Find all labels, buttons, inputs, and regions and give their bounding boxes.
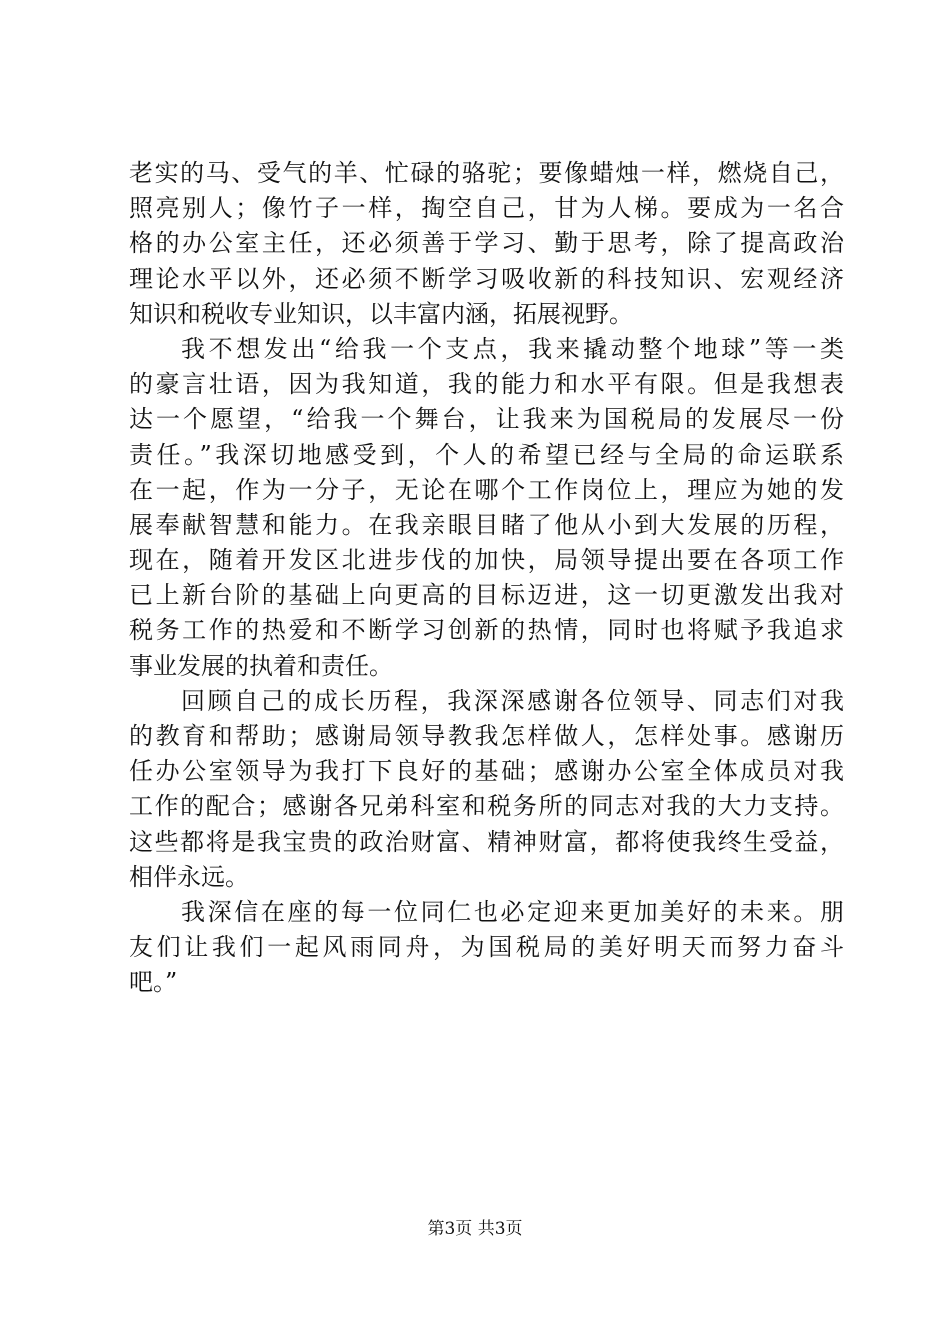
text-line: 展奉献智慧和能力。在我亲眼目睹了他从小到大发展的历程， (129, 510, 844, 539)
text-line: 吧。” (129, 968, 178, 997)
text-line: 的豪言壮语，因为我知道，我的能力和水平有限。但是我想表 (129, 370, 844, 399)
text-line: 任办公室领导为我打下良好的基础；感谢办公室全体成员对我 (129, 757, 844, 786)
text-line: 照亮别人；像竹子一样，掏空自己，甘为人梯。要成为一名合 (129, 194, 844, 223)
text-line: 税务工作的热爱和不断学习创新的热情，同时也将赋予我追求 (129, 616, 844, 645)
text-line: 相伴永远。 (129, 862, 249, 891)
page-footer: 第3页 共3页 (427, 1219, 523, 1239)
text-line: 老实的马、受气的羊、忙碌的骆驼；要像蜡烛一样，燃烧自己， (129, 159, 844, 187)
text-line: 我深信在座的每一位同仁也必定迎来更加美好的未来。朋 (181, 897, 844, 926)
text-line: 事业发展的执着和责任。 (129, 651, 393, 680)
text-line: 这些都将是我宝贵的政治财富、精神财富，都将使我终生受益， (129, 827, 844, 856)
text-line: 格的办公室主任，还必须善于学习、勤于思考，除了提高政治 (129, 229, 844, 258)
text-line: 的教育和帮助；感谢局领导教我怎样做人，怎样处事。感谢历 (129, 722, 844, 750)
text-line: 我不想发出“给我一个支点，我来撬动整个地球”等一类 (181, 334, 844, 363)
text-line: 在一起，作为一分子，无论在哪个工作岗位上，理应为她的发 (129, 475, 844, 504)
text-line: 已上新台阶的基础上向更高的目标迈进，这一切更激发出我对 (129, 581, 844, 610)
text-line: 回顾自己的成长历程，我深深感谢各位领导、同志们对我 (181, 686, 844, 715)
body-text (129, 156, 844, 1001)
text-line: 友们让我们一起风雨同舟，为国税局的美好明天而努力奋斗 (129, 933, 844, 962)
text-line: 理论水平以外，还必须不断学习吸收新的科技知识、宏观经济 (129, 264, 844, 293)
text-line: 工作的配合；感谢各兄弟科室和税务所的同志对我的大力支持。 (129, 792, 844, 821)
text-line: 现在，随着开发区北进步伐的加快，局领导提出要在各项工作 (129, 546, 844, 575)
text-line: 达一个愿望，“给我一个舞台，让我来为国税局的发展尽一份 (129, 405, 844, 434)
text-line: 知识和税收专业知识，以丰富内涵，拓展视野。 (129, 299, 633, 328)
text-line: 责任。”我深切地感受到，个人的希望已经与全局的命运联系 (129, 440, 844, 469)
